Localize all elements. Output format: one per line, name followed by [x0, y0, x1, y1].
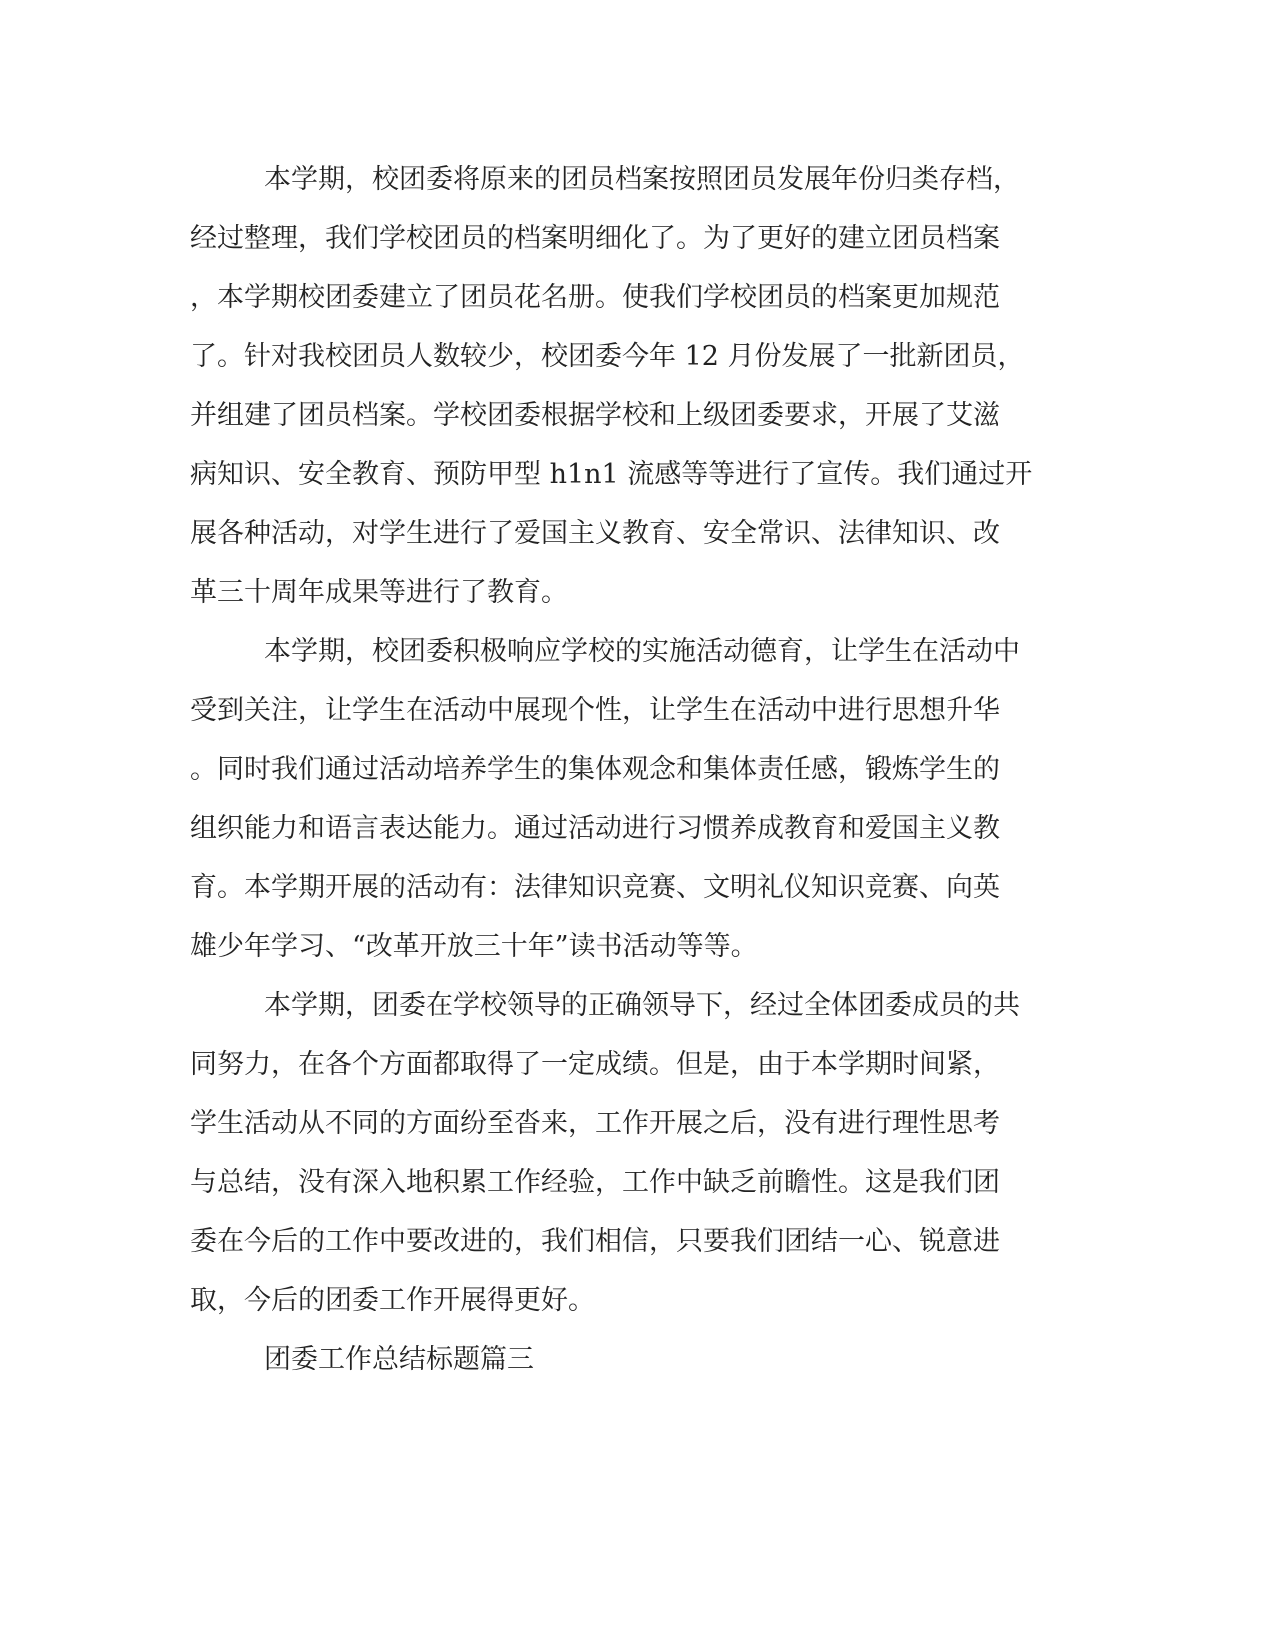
paragraph-3-line-3: 学生活动从不同的方面纷至沓来，工作开展之后，没有进行理性思考: [190, 1108, 1000, 1139]
paragraph-3-line-6: 取，今后的团委工作开展得更好。: [190, 1285, 595, 1316]
paragraph-1-line-6: 病知识、安全教育、预防甲型 h1n1 流感等等进行了宣传。我们通过开: [190, 459, 1033, 490]
paragraph-1-line-7: 展各种活动，对学生进行了爱国主义教育、安全常识、法律知识、改: [190, 518, 1000, 549]
paragraph-1-line-4: 了。针对我校团员人数较少，校团委今年 12 月份发展了一批新团员，: [190, 341, 1025, 372]
paragraph-2-line-1: 本学期，校团委积极响应学校的实施活动德育，让学生在活动中: [264, 636, 1020, 667]
paragraph-3-line-5: 委在今后的工作中要改进的，我们相信，只要我们团结一心、锐意进: [190, 1226, 1000, 1257]
paragraph-1-line-3: ，本学期校团委建立了团员花名册。使我们学校团员的档案更加规范: [190, 282, 1000, 313]
paragraph-3-line-1: 本学期，团委在学校领导的正确领导下，经过全体团委成员的共: [264, 990, 1020, 1021]
paragraph-1-line-8: 革三十周年成果等进行了教育。: [190, 577, 568, 608]
paragraph-2-line-2: 受到关注，让学生在活动中展现个性，让学生在活动中进行思想升华: [190, 695, 1000, 726]
paragraph-2-line-5: 育。本学期开展的活动有：法律知识竞赛、文明礼仪知识竞赛、向英: [190, 872, 1000, 903]
paragraph-2-line-6: 雄少年学习、“改革开放三十年”读书活动等等。: [190, 931, 758, 962]
paragraph-3-line-2: 同努力，在各个方面都取得了一定成绩。但是，由于本学期时间紧，: [190, 1049, 1000, 1080]
paragraph-3-line-4: 与总结，没有深入地积累工作经验，工作中缺乏前瞻性。这是我们团: [190, 1167, 1000, 1198]
paragraph-1-line-5: 并组建了团员档案。学校团委根据学校和上级团委要求，开展了艾滋: [190, 400, 1000, 431]
paragraph-1-line-1: 本学期，校团委将原来的团员档案按照团员发展年份归类存档，: [264, 164, 1020, 195]
paragraph-2-line-3: 。同时我们通过活动培养学生的集体观念和集体责任感，锻炼学生的: [190, 754, 1000, 785]
paragraph-2-line-4: 组织能力和语言表达能力。通过活动进行习惯养成教育和爱国主义教: [190, 813, 1000, 844]
paragraph-1-line-2: 经过整理，我们学校团员的档案明细化了。为了更好的建立团员档案: [190, 223, 1000, 254]
section-heading: 团委工作总结标题篇三: [264, 1344, 534, 1375]
